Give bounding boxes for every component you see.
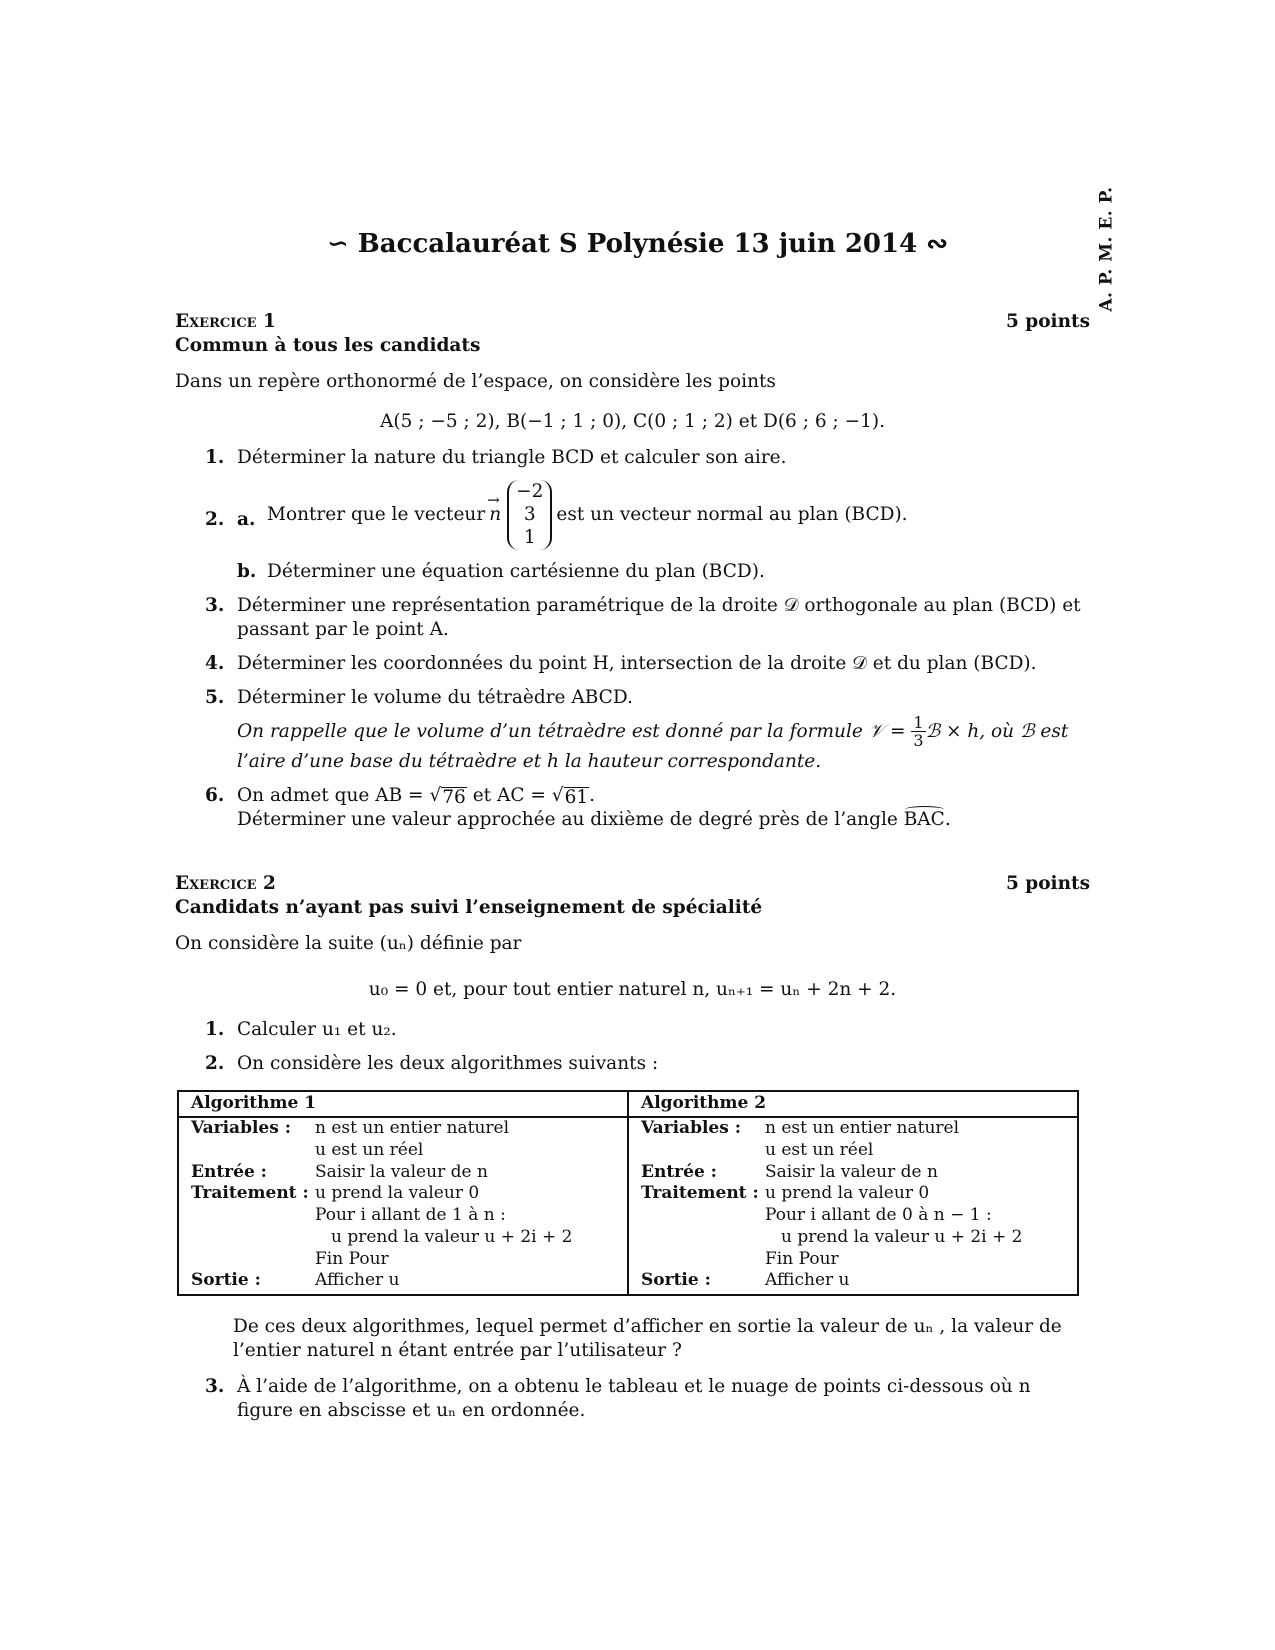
ex1-question-4 — [175, 652, 1090, 676]
exercise-1-points-line: A(5 ; −5 ; 2), B(−1 ; 1 ; 0), C(0 ; 1 ; 2) et D(6 ; 6 ; −1). — [380, 411, 885, 433]
algo1-var2: u est un réel — [315, 1139, 424, 1160]
ex1-question-1 — [175, 446, 1090, 470]
apmep-side-label-text: A. P. M. E. P. — [1096, 186, 1117, 313]
algo2-entree: Saisir la valeur de n — [765, 1161, 938, 1182]
sqrt-76-value: 76 — [442, 786, 466, 808]
ex2-q1-text: Calculer u₁ et u₂. — [237, 1019, 397, 1041]
exercise-1-header — [175, 310, 1090, 334]
algo1-var1: n est un entier naturel — [315, 1118, 510, 1139]
exercise-2-points: 5 points — [1005, 873, 1090, 895]
ex2-question-2 — [175, 1052, 1090, 1076]
ex1-q2a-label: a. — [237, 509, 256, 531]
algo1-title: Algorithme 1 — [178, 1091, 628, 1117]
ex1-q6-line1 — [237, 784, 1090, 808]
exercise-2-questions — [175, 1018, 1090, 1076]
ex1-q3-text: Déterminer une représentation paramétrique de la droite 𝒟 orthogonale au plan (BCD) et passant par le point A. — [237, 594, 1081, 640]
algo2-t1: u prend la valeur 0 — [765, 1183, 930, 1204]
algo1-traitement-label: Traitement : — [191, 1183, 309, 1204]
ex2-q3-text: À l’aide de l’algorithme, on a obtenu le tableau et le nuage de points ci-dessous où n figure en abscisse et uₙ en ordonnée. — [237, 1375, 1031, 1421]
ex1-q2a-before: Montrer que le vecteur — [267, 503, 486, 525]
exercise-2 — [175, 872, 1090, 1423]
algo2-var2: u est un réel — [765, 1139, 874, 1160]
ex1-question-2 — [175, 480, 1090, 583]
vector-matrix — [507, 480, 552, 549]
angle-bac: BAC — [904, 808, 945, 832]
exercise-1-questions — [175, 446, 1090, 832]
ex1-q6-number: 6. — [205, 785, 225, 807]
document-body — [175, 310, 1090, 1433]
exercise-1-subtitle: Commun à tous les candidats — [175, 335, 481, 357]
ex1-q6-part-b: et AC = — [472, 785, 546, 807]
fraction-numerator: 1 — [913, 712, 924, 732]
algo2-t4: Fin Pour — [765, 1248, 839, 1269]
exercise-2-header — [175, 872, 1090, 896]
algo2-t2: Pour i allant de 0 à n − 1 : — [765, 1205, 992, 1226]
ex1-q1-text: Déterminer la nature du triangle BCD et calculer son aire. — [237, 447, 787, 469]
fraction-denominator: 3 — [913, 731, 924, 751]
sqrt-61-value: 61 — [564, 786, 589, 808]
ex1-q4-text: Déterminer les coordonnées du point H, intersection de la droite 𝒟 et du plan (BCD). — [237, 652, 1037, 674]
exercise-2-intro: On considère la suite (uₙ) définie par — [175, 933, 522, 955]
ex1-q2a — [237, 480, 1090, 549]
title-ornament-right: ∾ — [926, 229, 949, 259]
exercise-1 — [175, 310, 1090, 832]
algo2-variables-label: Variables : — [641, 1118, 741, 1139]
ex2-q2-number: 2. — [205, 1053, 225, 1075]
algo1-body — [178, 1117, 628, 1295]
algo1-t2: Pour i allant de 1 à n : — [315, 1205, 506, 1226]
ex1-question-6 — [175, 784, 1090, 832]
ex1-q5-note — [237, 714, 1090, 774]
normal-vector — [489, 480, 552, 549]
exercise-2-questions-cont — [175, 1375, 1090, 1423]
ex1-q6-line2 — [237, 808, 1090, 832]
algorithms-table — [177, 1090, 1079, 1296]
ex1-q2b-text: Déterminer une équation cartésienne du plan (BCD). — [267, 560, 765, 582]
sequence-definition: u₀ = 0 et, pour tout entier naturel n, uₙ₊₁ = uₙ + 2n + 2. — [368, 979, 897, 1001]
page-title — [0, 228, 1275, 262]
exercise-2-subtitle: Candidats n’ayant pas suivi l’enseignement de spécialité — [175, 897, 763, 919]
sqrt-61 — [552, 784, 589, 808]
ex1-q5-text: Déterminer le volume du tétraèdre ABCD. — [237, 686, 633, 708]
vector-component-x: −2 — [516, 481, 544, 503]
algo2-sortie: Afficher u — [765, 1270, 850, 1291]
algo1-t3: u prend la valeur u + 2i + 2 — [331, 1226, 573, 1247]
vector-component-z: 1 — [523, 527, 536, 549]
sqrt-61-radical-icon: √ — [551, 785, 564, 807]
algo1-variables-label: Variables : — [191, 1118, 291, 1139]
ex1-q5-note-start: On rappelle que le volume d’un tétraèdre est donné par la formule 𝒱 = — [237, 720, 906, 742]
algo2-t3: u prend la valeur u + 2i + 2 — [781, 1226, 1023, 1247]
title-text: Baccalauréat S Polynésie 13 juin 2014 — [357, 229, 918, 259]
algo2-var1: n est un entier naturel — [765, 1118, 960, 1139]
sqrt-76 — [429, 784, 466, 808]
algo2-entree-label: Entrée : — [641, 1161, 717, 1182]
algo1-sortie-label: Sortie : — [191, 1270, 261, 1291]
ex1-question-5 — [175, 686, 1090, 774]
algo2-title: Algorithme 2 — [628, 1091, 1078, 1117]
ex1-q6-part-a: On admet que AB = — [237, 785, 424, 807]
algo1-sortie: Afficher u — [315, 1270, 400, 1291]
algo2-traitement-label: Traitement : — [641, 1183, 759, 1204]
exercise-1-title: Exercice 1 — [175, 311, 276, 332]
exercise-1-intro: Dans un repère orthonormé de l’espace, on considère les points — [175, 371, 776, 393]
ex1-q2-number: 2. — [205, 509, 225, 531]
ex1-q5-note-end: ℬ × h, où ℬ est l’aire d’une base du tétraèdre et h la hauteur correspondante. — [237, 720, 1069, 773]
algo2-body — [628, 1117, 1078, 1295]
ex1-q2b-label: b. — [237, 560, 257, 582]
vector-component-y: 3 — [523, 504, 536, 526]
sqrt-76-radical-icon: √ — [429, 785, 442, 807]
ex2-question-1 — [175, 1018, 1090, 1042]
ex1-q1-number: 1. — [205, 447, 225, 469]
ex2-q1-number: 1. — [205, 1019, 225, 1041]
algo1-t1: u prend la valeur 0 — [315, 1183, 480, 1204]
ex1-q6-line2-text: Déterminer une valeur approchée au dixième de degré près de l’angle — [237, 809, 898, 831]
one-third-fraction — [911, 714, 925, 750]
ex1-q6-end: . — [944, 809, 951, 831]
ex2-q2-text: On considère les deux algorithmes suivants : — [237, 1053, 659, 1075]
algo1-entree: Saisir la valeur de n — [315, 1161, 488, 1182]
ex1-q3-number: 3. — [205, 594, 225, 616]
exercise-2-title: Exercice 2 — [175, 873, 276, 895]
ex2-q3-number: 3. — [205, 1375, 225, 1397]
ex1-q6-part-c: . — [589, 785, 595, 807]
algo1-t4: Fin Pour — [315, 1248, 389, 1269]
ex1-question-3 — [175, 594, 1090, 642]
algo1-entree-label: Entrée : — [191, 1161, 267, 1182]
ex2-q2-followup: De ces deux algorithmes, lequel permet d’afficher en sortie la valeur de uₙ , la valeur de l’entier naturel n étant entrée par l’utilisateur ? — [233, 1315, 1062, 1361]
ex1-q2a-after: est un vecteur normal au plan (BCD). — [556, 503, 908, 525]
algo2-sortie-label: Sortie : — [641, 1270, 711, 1291]
title-ornament-left: ∽ — [326, 229, 349, 259]
vector-name: → n — [489, 503, 501, 527]
ex1-q4-number: 4. — [205, 652, 225, 674]
exercise-1-points: 5 points — [1005, 311, 1090, 332]
ex1-q5-number: 5. — [205, 686, 225, 708]
ex2-question-3 — [175, 1375, 1090, 1423]
ex1-q2b — [237, 560, 1090, 584]
